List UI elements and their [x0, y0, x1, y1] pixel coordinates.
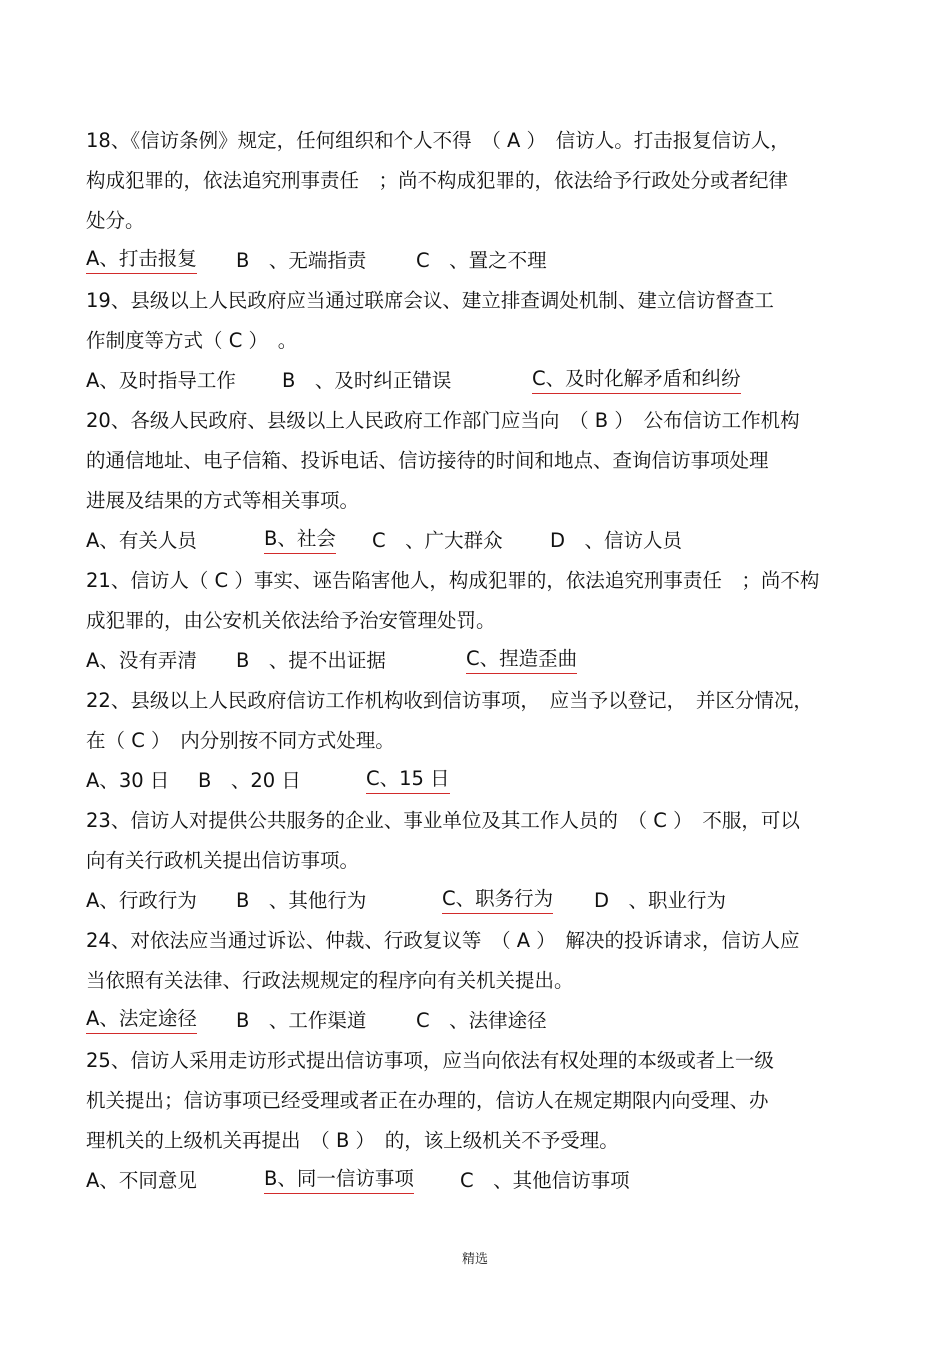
option-correct: B、同一信访事项: [264, 1166, 414, 1194]
option-correct: B、社会: [264, 526, 336, 554]
option-correct: A、打击报复: [86, 246, 197, 274]
option: B 、其他行为: [236, 889, 367, 912]
question-20-line-3: 进展及结果的方式等相关事项。: [86, 489, 360, 512]
question-23-line-2: 向有关行政机关提出信访事项。: [86, 849, 360, 872]
option: D 、职业行为: [594, 889, 727, 912]
question-20-line-2: 的通信地址、电子信箱、投诉电话、信访接待的时间和地点、查询信访事项处理: [86, 449, 769, 472]
question-24-line-2: 当依照有关法律、行政法规规定的程序向有关机关提出。: [86, 969, 574, 992]
option: A、不同意见: [86, 1169, 197, 1192]
question-24-line-1: 24、对依法应当通过诉讼、仲裁、行政复议等 （ A ） 解决的投诉请求，信访人应: [86, 929, 800, 952]
question-18-line-1: 18、《信访条例》规定，任何组织和个人不得 （ A ） 信访人。打击报复信访人，: [86, 129, 790, 152]
question-23-line-1: 23、信访人对提供公共服务的企业、事业单位及其工作人员的 （ C ） 不服，可以: [86, 809, 800, 832]
question-22-line-1: 22、县级以上人民政府信访工作机构收到信访事项， 应当予以登记， 并区分情况，: [86, 689, 813, 712]
option-correct: A、法定途径: [86, 1006, 197, 1034]
option: B 、及时纠正错误: [282, 369, 452, 392]
question-20-line-1: 20、各级人民政府、县级以上人民政府工作部门应当向 （ B ） 公布信访工作机构: [86, 409, 800, 432]
option-correct: C、捏造歪曲: [466, 646, 577, 674]
option: B 、工作渠道: [236, 1009, 367, 1032]
page-footer: 精选: [461, 1252, 488, 1267]
option: A、行政行为: [86, 889, 197, 912]
option: C 、广大群众: [372, 529, 503, 552]
question-21-line-2: 成犯罪的，由公安机关依法给予治安管理处罚。: [86, 609, 496, 632]
option-correct: C、15 日: [366, 766, 450, 794]
option: D 、信访人员: [550, 529, 683, 552]
question-19-line-2: 作制度等方式（ C ） 。: [86, 329, 298, 352]
option: C 、其他信访事项: [460, 1169, 630, 1192]
question-25-line-3: 理机关的上级机关再提出 （ B ） 的，该上级机关不予受理。: [86, 1129, 619, 1152]
question-19-line-1: 19、县级以上人民政府应当通过联席会议、建立排查调处机制、建立信访督查工: [86, 289, 774, 312]
option: A、30 日: [86, 769, 170, 792]
option: B 、无端指责: [236, 249, 367, 272]
option: B 、提不出证据: [236, 649, 386, 672]
question-25-line-2: 机关提出；信访事项已经受理或者正在办理的，信访人在规定期限内向受理、办: [86, 1089, 769, 1112]
option: A、有关人员: [86, 529, 197, 552]
question-18-line-3: 处分。: [86, 209, 145, 232]
question-25-line-1: 25、信访人采用走访形式提出信访事项，应当向依法有权处理的本级或者上一级: [86, 1049, 774, 1072]
option-correct: C、及时化解矛盾和纠纷: [532, 366, 741, 394]
option: C 、置之不理: [416, 249, 547, 272]
question-18-line-2: 构成犯罪的，依法追究刑事责任 ；尚不构成犯罪的，依法给予行政处分或者纪律: [86, 169, 789, 192]
option: A、没有弄清: [86, 649, 197, 672]
question-22-line-2: 在（ C ） 内分别按不同方式处理。: [86, 729, 395, 752]
option: C 、法律途径: [416, 1009, 547, 1032]
option: B 、20 日: [198, 769, 301, 792]
option-correct: C、职务行为: [442, 886, 553, 914]
question-21-line-1: 21、信访人（ C ）事实、诬告陷害他人，构成犯罪的，依法追究刑事责任 ；尚不构: [86, 569, 820, 592]
option: A、及时指导工作: [86, 369, 236, 392]
